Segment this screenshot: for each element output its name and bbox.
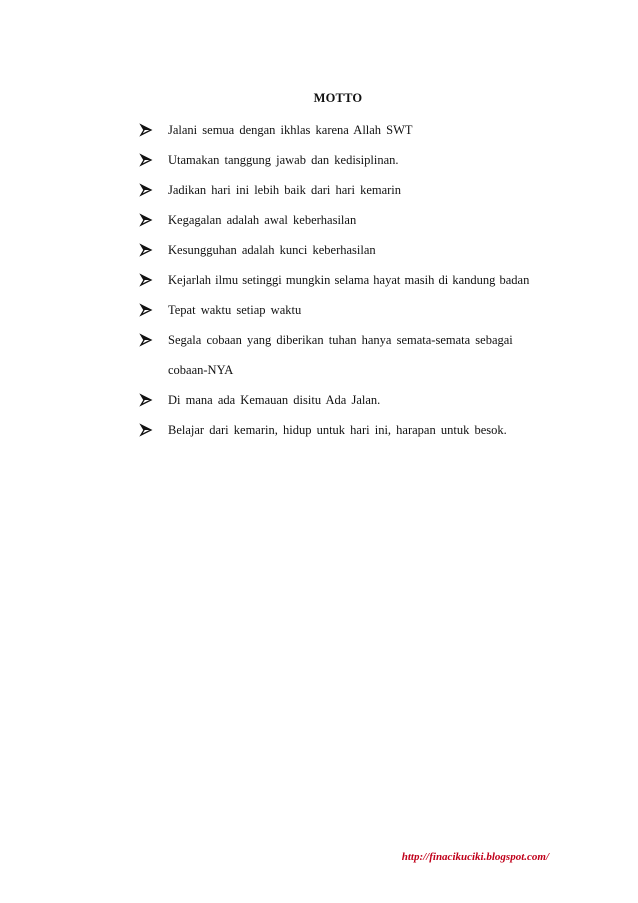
arrowhead-bullet-icon [139, 153, 153, 167]
list-item [0, 235, 638, 265]
list-item-text: Jadikan hari ini lebih baik dari hari kemarin [168, 183, 402, 197]
list-item [0, 385, 638, 415]
arrowhead-bullet-icon [139, 423, 153, 437]
list-item [0, 115, 638, 145]
list-item-text: Kejarlah ilmu setinggi mungkin selama hayat masih di kandung badan [168, 273, 530, 287]
arrowhead-bullet-icon [139, 333, 153, 347]
arrowhead-bullet-icon [139, 123, 153, 137]
arrowhead-bullet-icon [139, 393, 153, 407]
list-item [0, 145, 638, 175]
list-item-text: Kesungguhan adalah kunci keberhasilan [168, 243, 376, 257]
list-item-text: Tepat waktu setiap waktu [168, 303, 302, 317]
footer-blog-link[interactable]: http://finacikuciki.blogspot.com/ [401, 851, 549, 863]
list-item-text: Di mana ada Kemauan disitu Ada Jalan. [168, 393, 381, 407]
arrowhead-bullet-icon [139, 183, 153, 197]
page-title: MOTTO [313, 91, 363, 105]
list-item-text: Belajar dari kemarin, hidup untuk hari ini, harapan untuk besok. [168, 423, 507, 437]
list-item-continuation: cobaan-NYA [168, 363, 234, 377]
list-item-text: Segala cobaan yang diberikan tuhan hanya semata-semata sebagai [168, 333, 513, 347]
list-item-text: Jalani semua dengan ikhlas karena Allah SWT [168, 123, 413, 137]
list-item [0, 295, 638, 325]
arrowhead-bullet-icon [139, 213, 153, 227]
list-item [0, 265, 638, 295]
arrowhead-bullet-icon [139, 303, 153, 317]
list-item-text: Utamakan tanggung jawab dan kedisiplinan. [168, 153, 399, 167]
arrowhead-bullet-icon [139, 273, 153, 287]
motto-list [0, 115, 638, 445]
arrowhead-bullet-icon [139, 243, 153, 257]
list-item [0, 325, 638, 385]
list-item [0, 415, 638, 445]
list-item [0, 175, 638, 205]
list-item-text: Kegagalan adalah awal keberhasilan [168, 213, 357, 227]
list-item [0, 205, 638, 235]
